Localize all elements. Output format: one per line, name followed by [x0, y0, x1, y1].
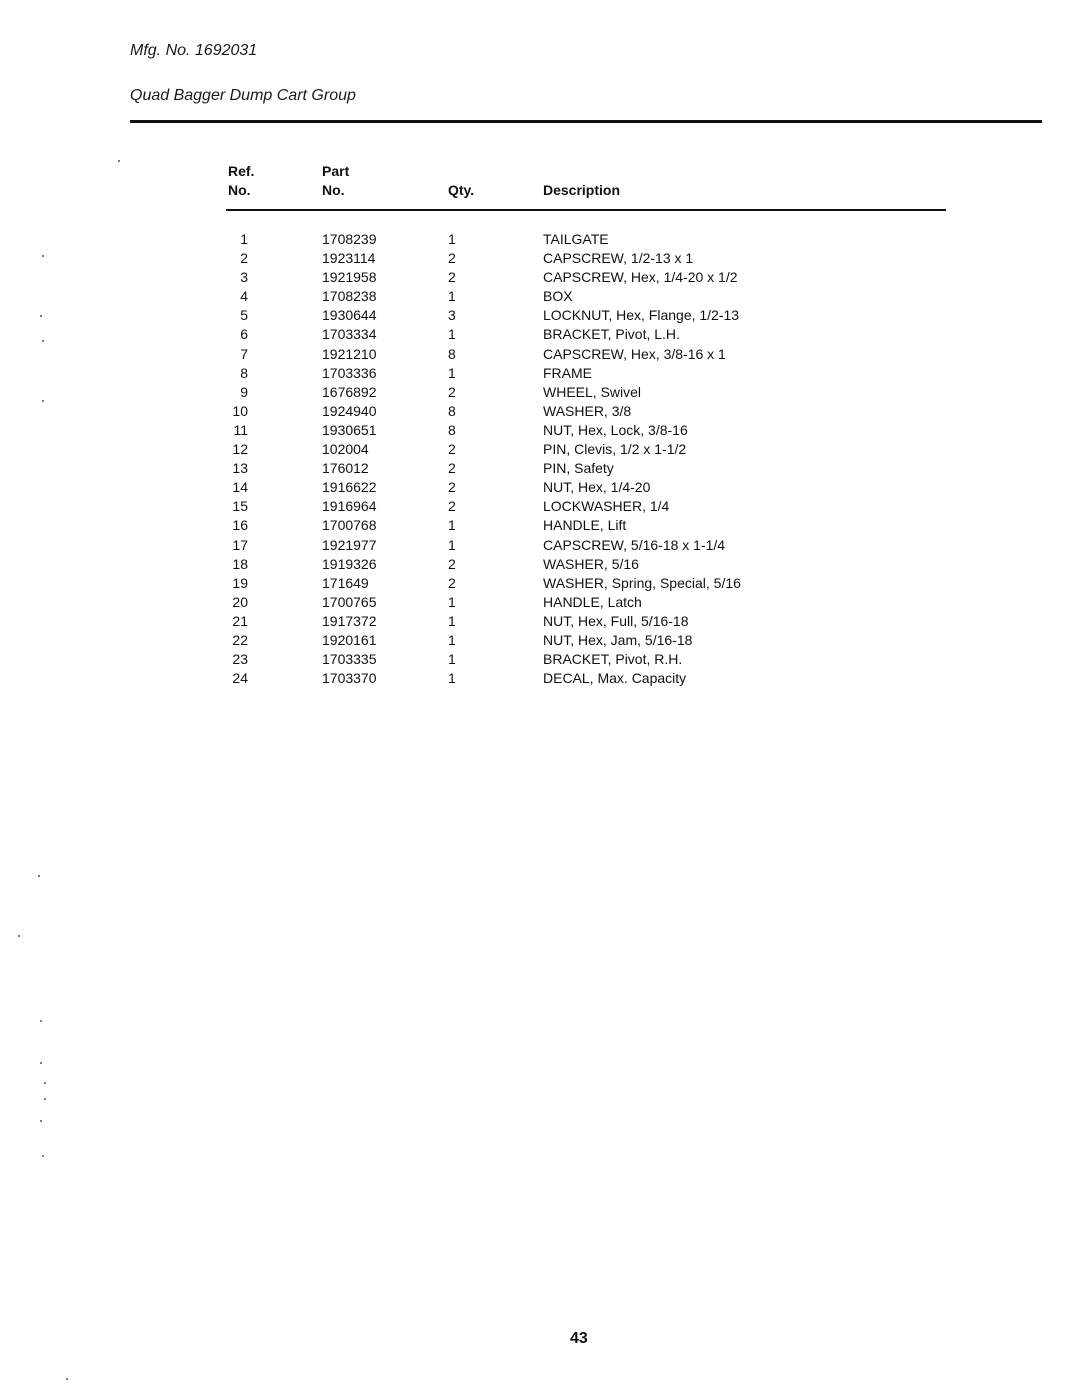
part-number: 1703334: [322, 326, 377, 343]
ref-number: 6: [240, 326, 248, 343]
part-number: 1921210: [322, 345, 377, 362]
part-number: 1700765: [322, 593, 377, 610]
quantity: 1: [448, 631, 456, 648]
table-row: [0, 516, 1080, 535]
quantity: 8: [448, 345, 456, 362]
page-number: 43: [570, 1330, 588, 1347]
part-number: 1703370: [322, 670, 377, 687]
quantity: 2: [448, 555, 456, 572]
ref-number: 14: [232, 479, 248, 496]
table-row: [0, 345, 1080, 364]
ref-number: 21: [232, 612, 248, 629]
description: CAPSCREW, 1/2-13 x 1: [543, 250, 694, 267]
description: PIN, Clevis, 1/2 x 1-1/2: [543, 441, 687, 458]
description: LOCKWASHER, 1/4: [543, 498, 670, 515]
table-row: [0, 536, 1080, 555]
quantity: 1: [448, 517, 456, 534]
scan-speck: [118, 160, 120, 162]
group-title: Quad Bagger Dump Cart Group: [130, 87, 356, 104]
ref-number: 9: [240, 383, 248, 400]
ref-number: 19: [232, 574, 248, 591]
description: DECAL, Max. Capacity: [543, 670, 687, 687]
quantity: 2: [448, 250, 456, 267]
ref-number: 5: [240, 307, 248, 324]
col-part-header: [322, 162, 349, 200]
part-number: 1708239: [322, 231, 377, 247]
part-number: 1923114: [322, 250, 376, 267]
ref-number: 7: [240, 345, 248, 362]
quantity: 2: [448, 574, 456, 591]
col-qty-header: Qty.: [448, 182, 475, 198]
table-row: [0, 669, 1080, 688]
description: HANDLE, Lift: [543, 517, 627, 534]
ref-number: 24: [232, 670, 248, 687]
description: NUT, Hex, Full, 5/16-18: [543, 612, 689, 629]
ref-number: 23: [232, 651, 248, 668]
description: CAPSCREW, Hex, 3/8-16 x 1: [543, 345, 726, 362]
table-row: [0, 555, 1080, 574]
quantity: 2: [448, 383, 456, 400]
scan-speck: [44, 1098, 46, 1100]
quantity: 1: [448, 670, 456, 687]
parts-table: [0, 230, 1080, 688]
table-row: [0, 440, 1080, 459]
ref-number: 20: [232, 593, 248, 610]
description: BRACKET, Pivot, R.H.: [543, 651, 683, 668]
ref-number: 2: [240, 250, 248, 267]
quantity: 2: [448, 269, 456, 286]
scan-speck: [44, 1082, 46, 1084]
col-part-line1: Part: [322, 163, 350, 179]
part-number: 102004: [322, 441, 369, 458]
description: NUT, Hex, Lock, 3/8-16: [543, 421, 688, 438]
scan-speck: [40, 1020, 42, 1022]
scan-speck: [42, 255, 44, 257]
scan-speck: [18, 935, 20, 937]
description: HANDLE, Latch: [543, 593, 642, 610]
scan-speck: [40, 315, 42, 317]
quantity: 1: [448, 593, 456, 610]
quantity: 2: [448, 479, 456, 496]
part-number: 176012: [322, 460, 369, 477]
part-number: 171649: [322, 574, 369, 591]
quantity: 1: [448, 231, 456, 247]
quantity: 1: [448, 536, 456, 553]
ref-number: 12: [232, 441, 248, 458]
col-ref-line2: No.: [228, 182, 251, 198]
ref-number: 4: [240, 288, 248, 305]
description: TAILGATE: [543, 231, 609, 247]
table-row: [0, 497, 1080, 516]
table-row: [0, 230, 1080, 249]
description: BOX: [543, 288, 573, 305]
quantity: 2: [448, 498, 456, 515]
quantity: 1: [448, 326, 456, 343]
part-number: 1920161: [322, 631, 377, 648]
table-row: [0, 268, 1080, 287]
table-row: [0, 306, 1080, 325]
ref-number: 13: [232, 460, 248, 477]
ref-number: 1: [240, 231, 248, 247]
ref-number: 17: [232, 536, 248, 553]
mfg-number: Mfg. No. 1692031: [130, 42, 258, 59]
part-number: 1916964: [322, 498, 377, 515]
scan-speck: [66, 1378, 68, 1380]
quantity: 1: [448, 364, 456, 381]
part-number: 1921958: [322, 269, 377, 286]
part-number: 1930651: [322, 421, 377, 438]
part-number: 1700768: [322, 517, 377, 534]
scan-speck: [38, 875, 40, 877]
description: WASHER, Spring, Special, 5/16: [543, 574, 741, 591]
col-description-header: Description: [543, 182, 621, 198]
col-ref-line1: Ref.: [228, 163, 255, 179]
description: FRAME: [543, 364, 592, 381]
table-header-rule: [226, 209, 946, 211]
ref-number: 3: [240, 269, 248, 286]
description: PIN, Safety: [543, 460, 614, 477]
part-number: 1924940: [322, 402, 377, 419]
table-row: [0, 593, 1080, 612]
description: WASHER, 5/16: [543, 555, 639, 572]
part-number: 1916622: [322, 479, 377, 496]
ref-number: 8: [240, 364, 248, 381]
part-number: 1703336: [322, 364, 377, 381]
scan-speck: [40, 1120, 42, 1122]
col-part-line2: No.: [322, 182, 345, 198]
scan-speck: [42, 400, 44, 402]
part-number: 1917372: [322, 612, 377, 629]
quantity: 8: [448, 402, 456, 419]
part-number: 1919326: [322, 555, 377, 572]
description: LOCKNUT, Hex, Flange, 1/2-13: [543, 307, 740, 324]
quantity: 1: [448, 651, 456, 668]
part-number: 1708238: [322, 288, 377, 305]
quantity: 1: [448, 612, 456, 629]
part-number: 1921977: [322, 536, 377, 553]
description: CAPSCREW, Hex, 1/4-20 x 1/2: [543, 269, 738, 286]
quantity: 1: [448, 288, 456, 305]
ref-number: 10: [232, 402, 248, 419]
ref-number: 22: [232, 631, 248, 648]
table-row: [0, 249, 1080, 268]
description: NUT, Hex, Jam, 5/16-18: [543, 631, 693, 648]
ref-number: 11: [233, 421, 248, 438]
col-ref-header: [228, 162, 254, 200]
table-row: [0, 402, 1080, 421]
ref-number: 16: [232, 517, 248, 534]
description: WASHER, 3/8: [543, 402, 632, 419]
table-row: [0, 631, 1080, 650]
scan-speck: [40, 1062, 42, 1064]
header-rule: [130, 120, 1042, 123]
table-row: [0, 421, 1080, 440]
ref-number: 18: [232, 555, 248, 572]
quantity: 2: [448, 441, 456, 458]
table-row: [0, 574, 1080, 593]
table-row: [0, 650, 1080, 669]
quantity: 8: [448, 421, 456, 438]
ref-number: 15: [232, 498, 248, 515]
quantity: 3: [448, 307, 456, 324]
table-row: [0, 364, 1080, 383]
table-row: [0, 612, 1080, 631]
table-row: [0, 478, 1080, 497]
scan-speck: [42, 340, 44, 342]
table-row: [0, 325, 1080, 344]
scan-speck: [42, 1155, 44, 1157]
table-row: [0, 383, 1080, 402]
description: CAPSCREW, 5/16-18 x 1-1/4: [543, 536, 726, 553]
quantity: 2: [448, 460, 456, 477]
part-number: 1676892: [322, 383, 377, 400]
part-number: 1703335: [322, 651, 377, 668]
table-row: [0, 459, 1080, 478]
description: WHEEL, Swivel: [543, 383, 642, 400]
description: BRACKET, Pivot, L.H.: [543, 326, 680, 343]
description: NUT, Hex, 1/4-20: [543, 479, 651, 496]
table-row: [0, 287, 1080, 306]
part-number: 1930644: [322, 307, 377, 324]
